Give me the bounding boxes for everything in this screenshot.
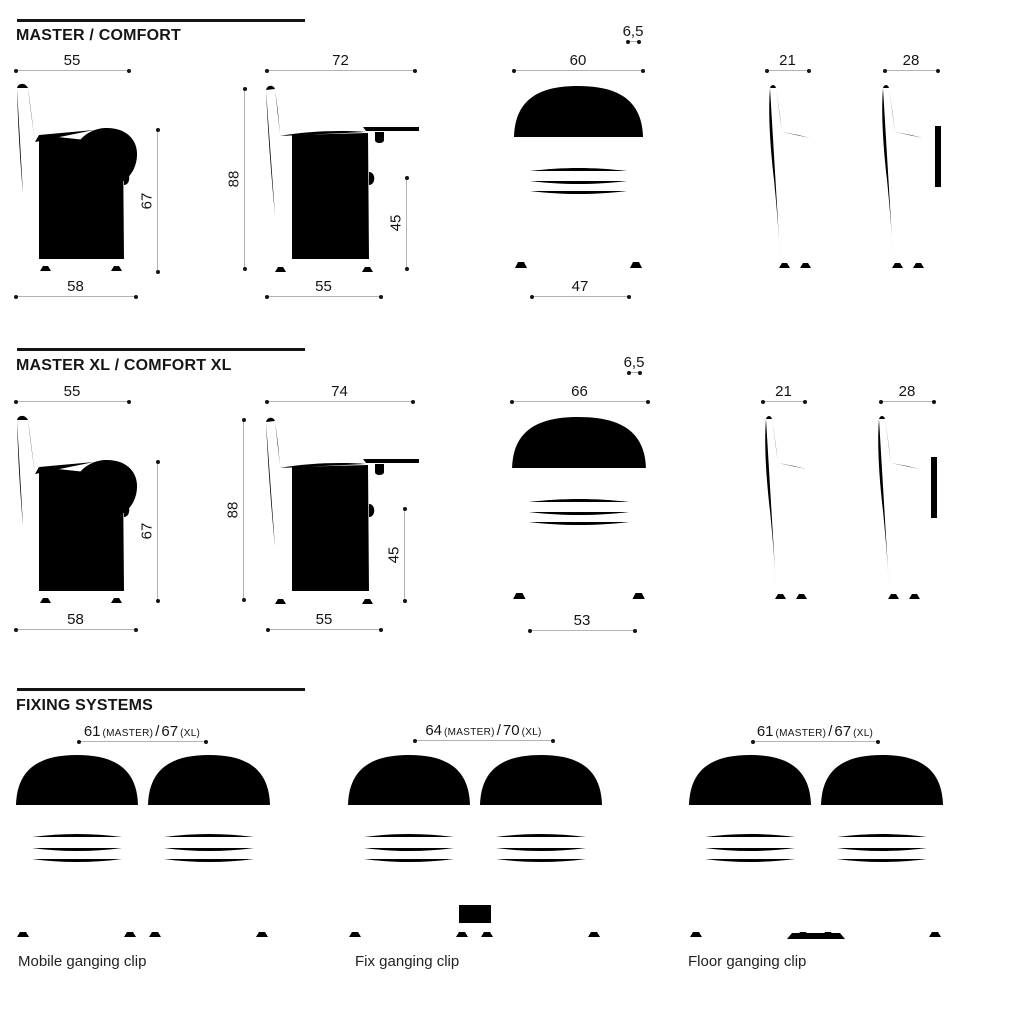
chair-folded-tablet-view — [878, 84, 944, 270]
chair-pair-mobile-clip — [14, 753, 272, 945]
dim-depth-tablet-open: 72 — [266, 70, 415, 71]
dim-base-depth-open: 55 — [267, 629, 381, 630]
dim-seat-height: 67 — [157, 461, 158, 601]
chair-side-view-tablet-open — [262, 84, 422, 274]
chair-front-view — [512, 85, 645, 273]
dim-back-thickness: 6,5 — [623, 354, 645, 371]
dim-base-depth: 58 — [15, 629, 136, 630]
dim-total-height: 88 — [243, 419, 244, 600]
fixing-caption: Floor ganging clip — [688, 953, 807, 970]
chair-folded-view — [761, 415, 809, 601]
chair-pair-floor-clip — [687, 753, 945, 945]
dim-folded-tablet-depth: 28 — [884, 70, 938, 71]
fixing-caption: Mobile ganging clip — [18, 953, 147, 970]
section-divider — [17, 19, 305, 22]
chair-folded-tablet-view — [874, 415, 940, 601]
dim-base-width: 47 — [531, 296, 629, 297]
dim-centre-distance: 61 (MASTER) / 67 (XL) — [752, 741, 878, 742]
dim-seat-depth-top: 55 — [15, 401, 129, 402]
dim-centre-distance: 64 (MASTER) / 70 (XL) — [414, 740, 553, 741]
dim-overall-width: 66 — [511, 401, 648, 402]
dim-centre-distance: 61 (MASTER) / 67 (XL) — [78, 741, 206, 742]
chair-side-view-tablet-open — [262, 416, 422, 606]
section-title: MASTER XL / COMFORT XL — [16, 357, 232, 374]
dim-base-width: 53 — [529, 630, 635, 631]
chair-side-view-closed — [12, 82, 142, 274]
dim-total-height: 88 — [244, 88, 245, 269]
dim-folded-tablet-depth: 28 — [880, 401, 934, 402]
dim-folded-depth: 21 — [762, 401, 805, 402]
dim-back-thickness: 6,5 — [622, 23, 644, 40]
section-divider — [17, 688, 305, 691]
dim-depth-tablet-open: 74 — [266, 401, 413, 402]
dim-base-depth: 58 — [15, 296, 136, 297]
fixing-caption: Fix ganging clip — [355, 953, 460, 970]
chair-front-view — [510, 416, 648, 604]
dim-overall-width: 60 — [513, 70, 643, 71]
dim-seat-pan-height: 45 — [406, 177, 407, 269]
section-title: MASTER / COMFORT — [16, 27, 181, 44]
chair-side-view-closed — [12, 414, 142, 606]
dim-base-depth-open: 55 — [266, 296, 381, 297]
dim-seat-depth-top: 55 — [15, 70, 129, 71]
dim-seat-pan-height: 45 — [404, 508, 405, 601]
section-title: FIXING SYSTEMS — [16, 697, 154, 714]
dim-seat-height: 67 — [157, 129, 158, 272]
section-divider — [17, 348, 305, 351]
chair-folded-view — [765, 84, 813, 270]
dim-folded-depth: 21 — [766, 70, 809, 71]
chair-pair-fix-clip — [346, 753, 604, 945]
